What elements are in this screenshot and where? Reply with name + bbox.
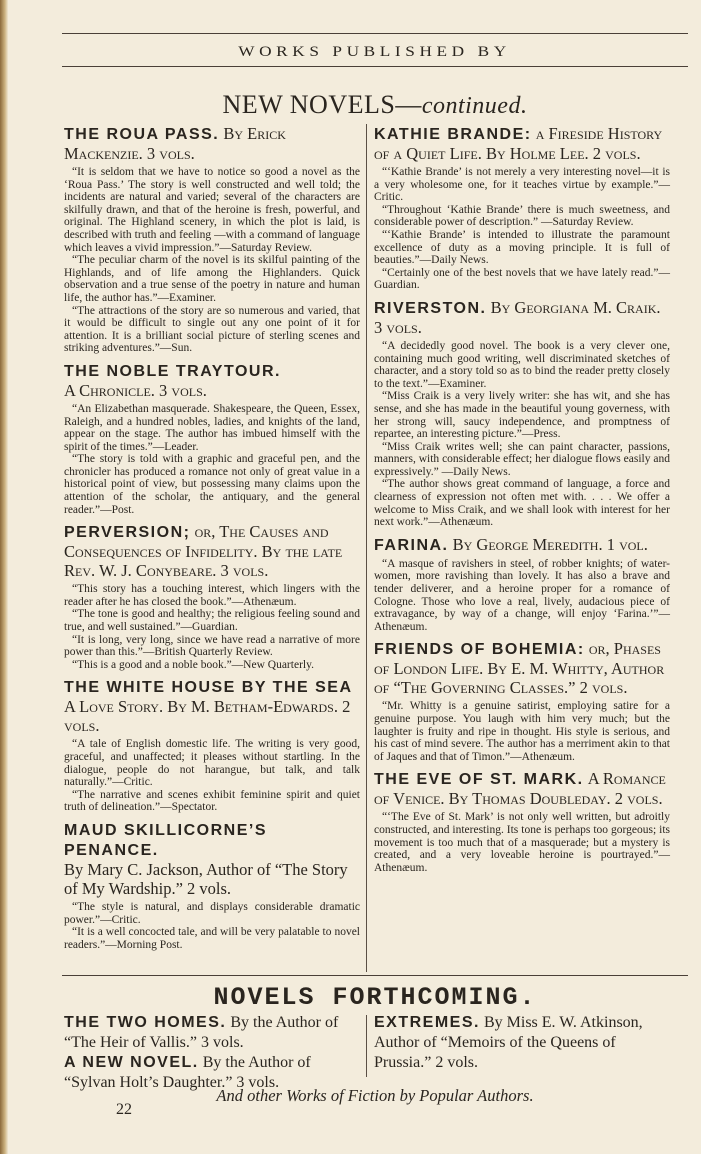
left-column bbox=[64, 124, 360, 957]
forthcoming-divider bbox=[366, 1015, 367, 1077]
forthcoming-left bbox=[64, 1013, 360, 1093]
book-byline: By Erick Mackenzie. 3 vols. bbox=[64, 124, 286, 163]
book-byline: or, The Causes and Consequences of Infidelity. By the late Rev. W. J. Conybeare. 3 vols. bbox=[64, 522, 343, 581]
review-quote: “The author shows great command of language, a force and clearness of expression not often met with. . . . We offer a welcome to Miss Craik, and we shall look with interest for her next work.”—Athenæum. bbox=[374, 478, 670, 529]
review-quote: “This is a good and a noble book.”—New Quarterly. bbox=[72, 658, 314, 671]
book-title: PERVERSION; bbox=[64, 524, 191, 542]
review-quote: “Certainly one of the best novels that we have lately read.”—Guardian. bbox=[374, 266, 670, 292]
review-quote: “‘The Eve of St. Mark’ is not only well written, but adroitly constructed, and interesting. Its tone is perhaps too gorgeous; its movement is too much that of a masquerade; but a mystery is created, and a very loveable heroine is pourtrayed.”—Athenæum. bbox=[374, 811, 670, 874]
right-column bbox=[374, 124, 670, 880]
review-quote: “This story has a touching interest, which lingers with the reader after he has closed the book.”—Athenæum. bbox=[64, 583, 360, 608]
book-title: EXTREMES. bbox=[374, 1014, 480, 1031]
forthcoming-item bbox=[374, 1013, 670, 1073]
top-rule bbox=[62, 33, 688, 34]
column-divider bbox=[366, 124, 367, 972]
book-entry bbox=[64, 820, 360, 951]
review-quote: “The narrative and scenes exhibit feminine spirit and quiet truth of delineation.”—Spectator. bbox=[64, 788, 360, 814]
review-quote: “Throughout ‘Kathie Brande’ there is much sweetness, and considerable power of description.” —Saturday Review. bbox=[374, 203, 670, 229]
book-byline: By Miss E. W. Atkinson, Author of “Memoirs of the Queens of Prussia.” 2 vols. bbox=[374, 1014, 643, 1071]
review-quote: “It is seldom that we have to notice so good a novel as the ‘Roua Pass.’ The story is well constructed and well told; the incidents are natural and varied; several of the characters are skilfully drawn, and that of the heroine is fresh, powerful, and original. The Highland scenery, in which the plot is laid, is described with truth and feeling —with a command of language which leaves a vivid impression.”—Saturday Review. bbox=[64, 166, 360, 254]
review-quote: “The style is natural, and displays considerable dramatic power.”—Critic. bbox=[64, 900, 360, 926]
book-byline: A Chronicle. 3 vols. bbox=[64, 380, 207, 400]
book-title: THE ROUA PASS. bbox=[64, 126, 220, 143]
book-title: FARINA. bbox=[374, 536, 449, 554]
book-entry bbox=[64, 522, 360, 671]
book-entry bbox=[64, 361, 360, 516]
book-byline: By the Author of “The Heir of Vallis.” 3 vols. bbox=[64, 1014, 339, 1051]
review-quote: “A tale of English domestic life. The writing is very good, graceful, and unaffected; it pleases without startling. In the dialogue, people do not harangue, but talk, and talk naturally.”—Critic. bbox=[64, 738, 360, 789]
book-entry bbox=[374, 639, 670, 763]
book-entry bbox=[374, 124, 670, 292]
review-quote: “A decidedly good novel. The book is a very clever one, containing much good writing, well discriminated sketches of character, and a story told so as to bind the reader pretty closely to the text.”—Examiner. bbox=[374, 339, 670, 390]
review-quote: “The peculiar charm of the novel is its skilful painting of the Highlands, and of life among the Highlanders. Quick observation and a true sense of the poetry in nature and human life, the author has.”—Examiner. bbox=[64, 254, 360, 304]
book-title: FRIENDS OF BOHEMIA: bbox=[374, 641, 585, 659]
page-title: NEW NOVELS—continued. bbox=[222, 90, 528, 119]
review-quote: “‘Kathie Brande’ is not merely a very interesting novel—it is a very wholesome one, for it teaches virtue by example.”—Critic. bbox=[374, 166, 670, 204]
book-byline: By Georgiana M. Craik. 3 vols. bbox=[374, 297, 661, 337]
book-title: KATHIE BRANDE: bbox=[374, 126, 532, 143]
review-quote: “Mr. Whitty is a genuine satirist, employing satire for a genuine purpose. You laugh with him very much; but the laughter is fruity and ripe in thought. His style is serious, and his cast of mind severe. The author has a merriment akin to that of Jaques and that of Timon.”—Athenæum. bbox=[374, 700, 670, 763]
running-head: WORKS PUBLISHED BY bbox=[238, 44, 512, 60]
forthcoming-heading: NOVELS FORTHCOMING. bbox=[213, 983, 537, 1012]
forthcoming-right bbox=[374, 1013, 670, 1073]
section-rule bbox=[62, 975, 688, 976]
review-quote: “The tone is good and healthy; the religious feeling sound and true, and well sustained.”—Guardian. bbox=[64, 608, 360, 634]
book-byline: By Mary C. Jackson, Author of “The Story of My Wardship.” 2 vols. bbox=[64, 859, 348, 898]
review-quote: “The story is told with a graphic and graceful pen, and the chronicler has produced a romance not only of great value in a historical point of view, but possessing many claims upon the attention of the scholar, the antiquary, and the general reader.”—Post. bbox=[64, 453, 360, 516]
book-title: THE NOBLE TRAYTOUR. bbox=[64, 362, 281, 380]
book-byline: By the Author of “Sylvan Holt’s Daughter.” 3 vols. bbox=[64, 1054, 311, 1091]
page-edge bbox=[0, 0, 8, 1154]
book-title: THE TWO HOMES. bbox=[64, 1014, 227, 1031]
book-title: RIVERSTON. bbox=[374, 299, 487, 317]
book-title: THE EVE OF ST. MARK. bbox=[374, 771, 584, 789]
page-number: 22 bbox=[116, 1101, 132, 1118]
review-quote: “It is long, very long, since we have read a narrative of more power than this.”—British Quarterly Review. bbox=[64, 633, 360, 659]
review-quote: “A masque of ravishers in steel, of robber knights; of water-women, more ravishing than lovely. It has also a brave and tender deliverer, and a heroine proper for a romance of Cologne. Those who love a real, lively, audacious piece of extravagance, by way of a change, will enjoy ‘Farina.’”—Athenæum. bbox=[374, 557, 670, 633]
review-quote: “Miss Craik writes well; she can paint character, passions, manners, with considerable effect; her dialogue flows easily and expressively.” —Daily News. bbox=[374, 440, 670, 478]
running-head-rule bbox=[62, 66, 688, 67]
book-byline: A Love Story. By M. Betham-Edwards. 2 vols. bbox=[64, 697, 351, 736]
book-entry bbox=[374, 298, 670, 529]
review-quote: “Miss Craik is a very lively writer: she has wit, and she has sense, and she has made in the beautiful young governess, with her strong will, saucy independence, and promptness of repartee, an interesting picture.”—Press. bbox=[374, 390, 670, 441]
book-byline: A Romance of Venice. By Thomas Doubleday. 2 vols. bbox=[374, 769, 666, 809]
book-entry bbox=[64, 677, 360, 814]
book-byline: a Fireside History of a Quiet Life. By Holme Lee. 2 vols. bbox=[374, 124, 663, 163]
forthcoming-item bbox=[64, 1013, 360, 1053]
book-byline: By George Meredith. 1 vol. bbox=[452, 534, 648, 554]
review-quote: “An Elizabethan masquerade. Shakespeare, the Queen, Essex, Raleigh, and a hundred nobles, ladies, and knights of the land, appear on the stage. The author has imbued himself with the spirit of the times.”—Leader. bbox=[64, 402, 360, 453]
book-byline: or, Phases of London Life. By E. M. Whitty, Author of “The Governing Classes.” 2 vols. bbox=[374, 639, 665, 698]
book-entry bbox=[374, 535, 670, 634]
book-entry bbox=[374, 769, 670, 874]
book-title: A NEW NOVEL. bbox=[64, 1054, 199, 1071]
footer-note: And other Works of Fiction by Popular Authors. bbox=[216, 1086, 534, 1105]
book-entry bbox=[64, 124, 360, 355]
review-quote: “‘Kathie Brande’ is intended to illustrate the paramount excellence of duty as a moving principle. It is full of beauties.”—Daily News. bbox=[374, 228, 670, 267]
book-title: MAUD SKILLICORNE’S PENANCE. bbox=[64, 821, 267, 859]
book-title: THE WHITE HOUSE BY THE SEA bbox=[64, 679, 353, 697]
review-quote: “It is a well concocted tale, and will be very palatable to novel readers.”—Morning Post. bbox=[64, 926, 360, 951]
review-quote: “The attractions of the story are so numerous and varied, that it would be difficult to single out any one point of it for attention. It is a brilliant social picture of sterling scenes and striking adventures.”—Sun. bbox=[64, 304, 360, 355]
